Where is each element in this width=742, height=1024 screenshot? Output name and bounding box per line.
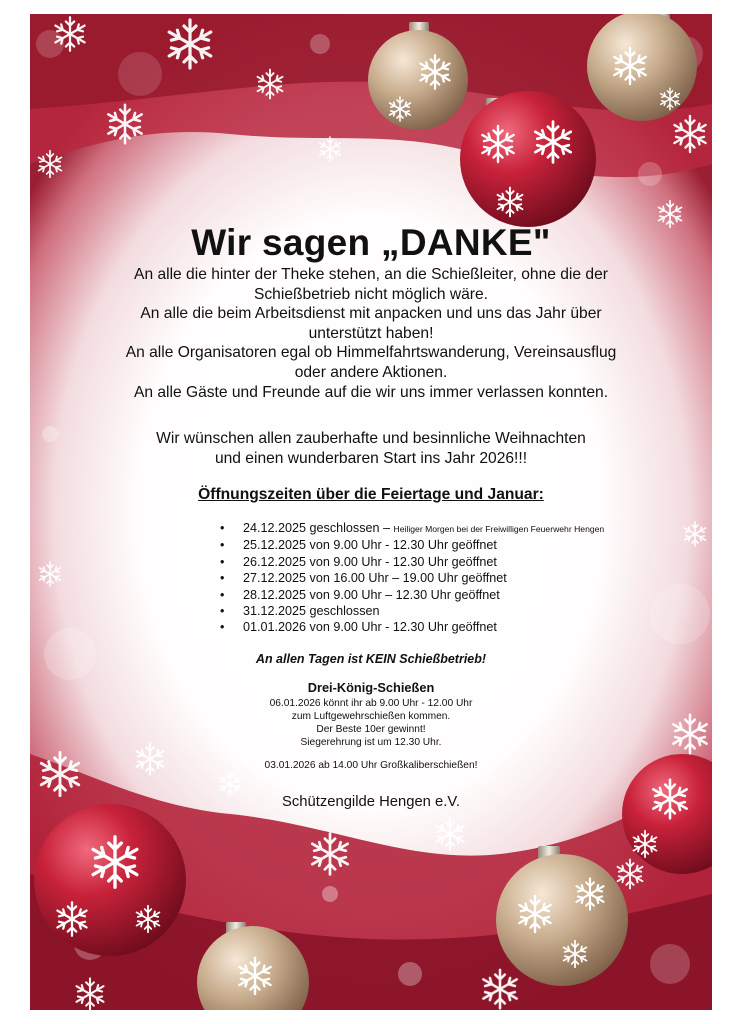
flyer-title: Wir sagen „DANKE" bbox=[191, 222, 551, 263]
club-signature: Schützengilde Hengen e.V. bbox=[282, 794, 460, 810]
intro-line: An alle die hinter der Theke stehen, an die Schießleiter, ohne die der bbox=[134, 266, 608, 283]
no-shooting-notice: An allen Tagen ist KEIN Schießbetrieb! bbox=[255, 652, 487, 666]
list-item bbox=[220, 619, 604, 635]
hours-note: Heiliger Morgen bei der Freiwilligen Feuerwehr Hengen bbox=[393, 524, 605, 534]
event-line: Siegerehrung ist um 12.30 Uhr. bbox=[300, 737, 442, 748]
wishes-line: und einen wunderbaren Start ins Jahr 2026!!! bbox=[214, 449, 528, 467]
intro-line: oder andere Aktionen. bbox=[294, 363, 448, 381]
opening-hours-heading: Öffnungszeiten über die Feiertage und Januar: bbox=[198, 486, 544, 503]
event-line: Der Beste 10er gewinnt! bbox=[316, 724, 426, 735]
christmas-wishes bbox=[90, 429, 652, 468]
intro-line: unterstützt haben! bbox=[308, 324, 434, 342]
flyer-content bbox=[30, 14, 712, 1010]
event-title: Drei-König-Schießen bbox=[307, 680, 435, 695]
intro-line: An alle die beim Arbeitsdienst mit anpacken und uns das Jahr über bbox=[140, 305, 602, 323]
hours-entry: 24.12.2025 geschlossen – bbox=[243, 521, 394, 535]
intro-line: Schießbetrieb nicht möglich wäre. bbox=[253, 285, 488, 303]
list-item bbox=[220, 587, 604, 603]
opening-hours-list bbox=[220, 520, 604, 636]
wishes-line: Wir wünschen allen zauberhafte und besinnliche Weihnachten bbox=[156, 430, 586, 447]
thank-you-text bbox=[90, 265, 652, 402]
list-item bbox=[220, 570, 604, 586]
hours-entry: 01.01.2026 von 9.00 Uhr - 12.30 Uhr geöffnet bbox=[243, 620, 497, 635]
hours-entry: 25.12.2025 von 9.00 Uhr - 12.30 Uhr geöffnet bbox=[243, 538, 497, 553]
hours-entry: 27.12.2025 von 16.00 Uhr – 19.00 Uhr geöffnet bbox=[243, 571, 507, 586]
hours-entry: 28.12.2025 von 9.00 Uhr – 12.30 Uhr geöffnet bbox=[243, 587, 500, 602]
flyer-poster bbox=[30, 14, 712, 1010]
hours-entry: 31.12.2025 geschlossen bbox=[243, 604, 380, 619]
event-line: 06.01.2026 könnt ihr ab 9.00 Uhr - 12.00 Uhr bbox=[269, 698, 473, 709]
intro-line: An alle Organisatoren egal ob Himmelfahrtswanderung, Vereinsausflug bbox=[125, 344, 617, 362]
list-item bbox=[220, 537, 604, 553]
list-item bbox=[220, 603, 604, 619]
event-line: zum Luftgewehrschießen kommen. bbox=[291, 711, 451, 722]
intro-line: An alle Gäste und Freunde auf die wir uns immer verlassen konnten. bbox=[133, 383, 609, 401]
event-details bbox=[30, 697, 712, 749]
hours-entry: 26.12.2025 von 9.00 Uhr - 12.30 Uhr geöffnet bbox=[243, 554, 497, 569]
list-item bbox=[220, 520, 604, 537]
list-item bbox=[220, 554, 604, 570]
event-extra: 03.01.2026 ab 14.00 Uhr Großkaliberschießen! bbox=[264, 760, 478, 771]
